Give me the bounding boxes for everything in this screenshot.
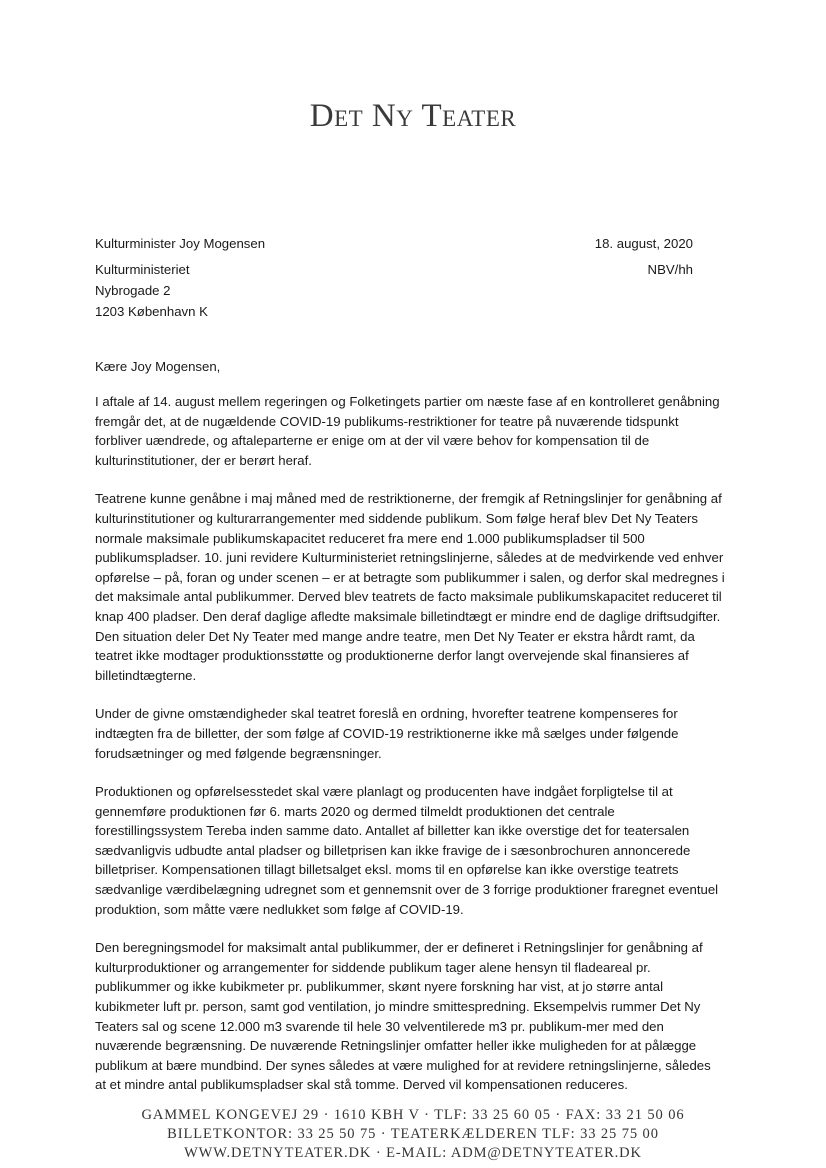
salutation: Kære Joy Mogensen, — [95, 359, 221, 374]
footer-address-line: GAMMEL KONGEVEJ 29 · 1610 KBH V · TLF: 33 25 60 05 · FAX: 33 21 50 06 — [141, 1107, 685, 1123]
letter-date: 18. august, 2020 — [594, 236, 693, 251]
recipient-city: 1203 København K — [95, 304, 208, 319]
paragraph: I aftale af 14. august mellem regeringen og Folketingets partier om næste fase af en kontrolleret genåbning fremgår det, at de nugældende COVID-19 publikums-restriktioner for teatre på nuværende tidspunkt forbliver uændrede, og aftaleparterne er enige om at der vil være behov for kompensation til de kulturinstitutioner, der er berørt heraf. — [95, 394, 720, 468]
letter-reference: NBV/hh — [647, 262, 693, 277]
paragraph: Produktionen og opførelsesstedet skal være planlagt og producenten have indgået forpligtelse til at gennemføre produktionen før 6. marts 2020 og dermed tilmeldt produktionen det centrale forestillingssystem Tereba inden samme dato. Antallet af billetter kan ikke overstige det for teatersalen sædvanligvis udbudte antal pladser og billetprisen kan ikke fravige de i sæsonbrochuren annoncerede billetpriser. Kompensationen tillagt billetsalget eksl. moms til en opførelse kan ikke overstige teatrets sædvanlige værdibelægning udregnet som et gennemsnit over de 3 forrige produktioner fraregnet eventuel produktion, som måtte være nedlukket som følge af COVID-19. — [95, 784, 719, 917]
footer-phone-line: BILLETKONTOR: 33 25 50 75 · TEATERKÆLDEREN TLF: 33 25 75 00 — [167, 1126, 659, 1142]
theater-logo: Det Ny Teater — [309, 98, 517, 134]
letter-body — [95, 392, 725, 1114]
letter-meta — [595, 233, 693, 280]
recipient-org: Kulturministeriet — [95, 262, 190, 277]
recipient-address — [95, 233, 495, 322]
paragraph: Den beregningsmodel for maksimalt antal publikummer, der er defineret i Retningslinjer for genåbning af kulturproduktioner og arrangementer for siddende publikum tager alene hensyn til fladeareal pr. publikummer og ikke kubikmeter pr. publikummer, skønt nyere forskning har vist, at jo større antal kubikmeter luft pr. person, samt god ventilation, jo mindre smittespredning. Eksempelvis rummer Det Ny Teaters sal og scene 12.000 m3 svarende til hele 30 velventilerede m3 pr. publikum-mer med den nuværende begrænsning. De nuværende Retningslinjer omfatter heller ikke muligheden for at pålægge publikum at bære mundbind. Der synes således at være mulighed for at revidere retningslinjerne, således at et mindre antal publikumspladser skal stå tomme. Derved vil kompensationen reduceres. — [95, 940, 711, 1093]
paragraph: Teatrene kunne genåbne i maj måned med de restriktionerne, der fremgik af Retningslinjer for genåbning af kulturinstitutioner og kulturarrangementer med siddende publikum. Som følge heraf blev Det Ny Teaters normale maksimale publikumskapacitet reduceret fra mere end 1.000 publikumspladser til 500 publikumspladser. 10. juni revidere Kulturministeriet retningslinjerne, således at de medvirkende ved enhver opførelse – på, foran og under scenen – er at betragte som publikummer i salen, og derfor skal medregnes i det maksimale antal publikummer. Derved blev teatrets de facto maksimale publikumskapacitet reduceret til knap 400 pladser. Den deraf daglige afledte maksimale billetindtægt er mindre end de daglige driftsudgifter. Den situation deler Det Ny Teater med mange andre teatre, men Det Ny Teater er ekstra hårdt ramt, da teatret ikke modtager produktionsstøtte og produktionerne derfor langt overvejende skal finansieres af billetindtægterne. — [95, 491, 725, 683]
letterhead-footer — [0, 1106, 826, 1163]
paragraph: Under de givne omstændigheder skal teatret foreslå en ordning, hvorefter teatrene kompenseres for indtægten fra de billetter, der som følge af COVID-19 restriktionerne ikke må sælges under følgende forudsætninger og med følgende begrænsninger. — [95, 706, 679, 761]
recipient-street: Nybrogade 2 — [95, 283, 171, 298]
recipient-name: Kulturminister Joy Mogensen — [95, 236, 266, 251]
footer-web-line: WWW.DETNYTEATER.DK · E-MAIL: ADM@DETNYTEATER.DK — [184, 1145, 642, 1161]
